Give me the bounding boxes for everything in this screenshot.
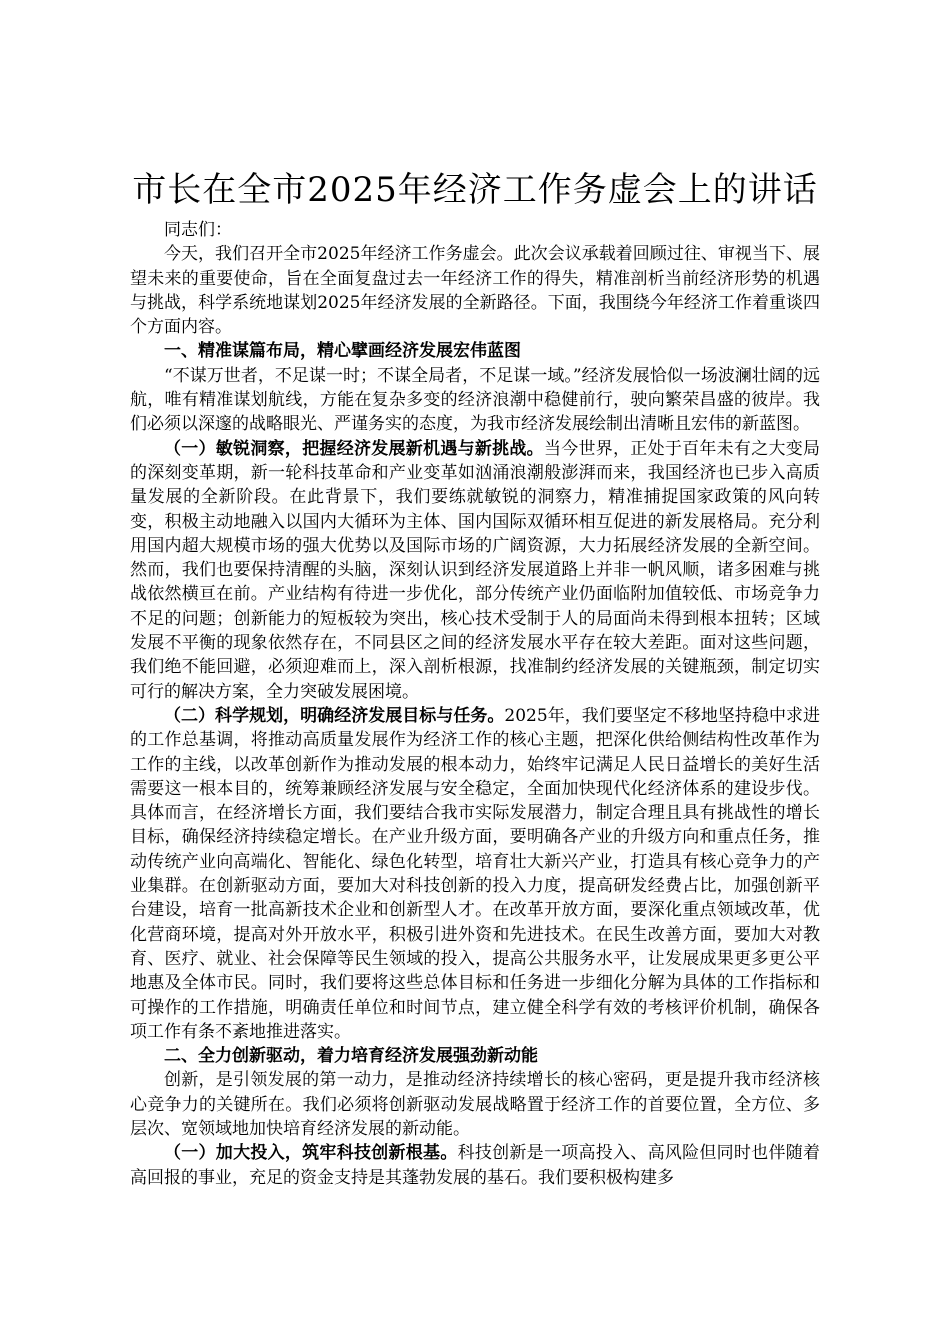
document-title: 市长在全市2025年经济工作务虚会上的讲话 xyxy=(132,170,818,210)
section-2-heading: 二、全力创新驱动，着力培育经济发展强劲新动能 xyxy=(164,1046,538,1067)
section-2-intro-paragraph: 创新，是引领发展的第一动力，是推动经济持续增长的核心密码，更是提升我市经济核心竞争力的关键所在。我们必须将创新驱动发展战略置于经济工作的首要位置，全方位、多层次、宽领域地加快培育经济发展的新动能。 xyxy=(130,1070,820,1139)
document-body xyxy=(130,168,820,1190)
section-1-heading: 一、精准谋篇布局，精心擘画经济发展宏伟蓝图 xyxy=(164,341,521,362)
section-2-subsection-1-body: 科技创新是一项高投入、高风险但同时也伴随着高回报的事业，充足的资金支持是其蓬勃发展的基石。我们要积极构建多 xyxy=(130,1143,820,1188)
intro-paragraph: 今天，我们召开全市2025年经济工作务虚会。此次会议承载着回顾过往、审视当下、展望未来的重要使命，旨在全面复盘过去一年经济工作的得失，精准剖析当前经济形势的机遇与挑战，科学系统地谋划2025年经济发展的全新路径。下面，我围绕今年经济工作着重谈四个方面内容。 xyxy=(130,244,820,338)
section-1-subsection-1 xyxy=(130,437,820,704)
section-1-subsection-2-body: 2025年，我们要坚定不移地坚持稳中求进的工作总基调，将推动高质量发展作为经济工作的核心主题，把深化供给侧结构性改革作为工作的主线，以改革创新作为推动发展的根本动力，始终牢记满足人民日益增长的美好生活需要这一根本目的，统筹兼顾经济发展与安全稳定，全面加快现代化经济体系的建设步伐。具体而言，在经济增长方面，我们要结合我市实际发展潜力，制定合理且具有挑战性的增长目标，确保经济持续稳定增长。在产业升级方面，要明确各产业的升级方向和重点任务，推动传统产业向高端化、智能化、绿色化转型，培育壮大新兴产业，打造具有核心竞争力的产业集群。在创新驱动方面，要加大对科技创新的投入力度，提高研发经费占比，加强创新平台建设，培育一批高新技术企业和创新型人才。在改革开放方面，要深化重点领域改革，优化营商环境，提高对外开放水平，积极引进外资和先进技术。在民生改善方面，要加大对教育、医疗、就业、社会保障等民生领域的投入，提高公共服务水平，让发展成果更多更公平地惠及全体市民。同时，我们要将这些总体目标和任务进一步细化分解为具体的工作指标和可操作的工作措施，明确责任单位和时间节点，建立健全科学有效的考核评价机制，确保各项工作有条不紊地推进落实。 xyxy=(130,705,821,1042)
section-2-subsection-1-lead: （一）加大投入，筑牢科技创新根基。 xyxy=(164,1143,458,1164)
section-1-subsection-2-lead: （二）科学规划，明确经济发展目标与任务。 xyxy=(164,705,505,726)
salutation: 同志们： xyxy=(164,220,232,240)
section-2-subsection-1 xyxy=(130,1141,820,1190)
section-1-subsection-1-body: 当今世界，正处于百年未有之大变局的深刻变革期，新一轮科技革命和产业变革如汹涌浪潮般澎湃而来，我国经济也已步入高质量发展的全新阶段。在此背景下，我们要练就敏锐的洞察力，精准捕捉国家政策的风向转变，积极主动地融入以国内大循环为主体、国内国际双循环相互促进的新发展格局。充分利用国内超大规模市场的强大优势以及国际市场的广阔资源，大力拓展经济发展的全新空间。然而，我们也要保持清醒的头脑，深刻认识到经济发展道路上并非一帆风顺，诸多困难与挑战依然横亘在前。产业结构有待进一步优化，部分传统产业仍面临附加值较低、市场竞争力不足的问题；创新能力的短板较为突出，核心技术受制于人的局面尚未得到根本扭转；区域发展不平衡的现象依然存在，不同县区之间的经济发展水平存在较大差距。面对这些问题，我们绝不能回避，必须迎难而上，深入剖析根源，找准制约经济发展的关键瓶颈，制定切实可行的解决方案，全力突破发展困境。 xyxy=(130,438,821,702)
section-1-subsection-2 xyxy=(130,704,820,1044)
section-1-intro-paragraph: “不谋万世者，不足谋一时；不谋全局者，不足谋一域。”经济发展恰似一场波澜壮阔的远航，唯有精准谋划航线，方能在复杂多变的经济浪潮中稳健前行，驶向繁荣昌盛的彼岸。我们必须以深邃的战略眼光、严谨务实的态度，为我市经济发展绘制出清晰且宏伟的新蓝图。 xyxy=(130,365,820,435)
section-1-subsection-1-lead: （一）敏锐洞察，把握经济发展新机遇与新挑战。 xyxy=(164,438,544,459)
